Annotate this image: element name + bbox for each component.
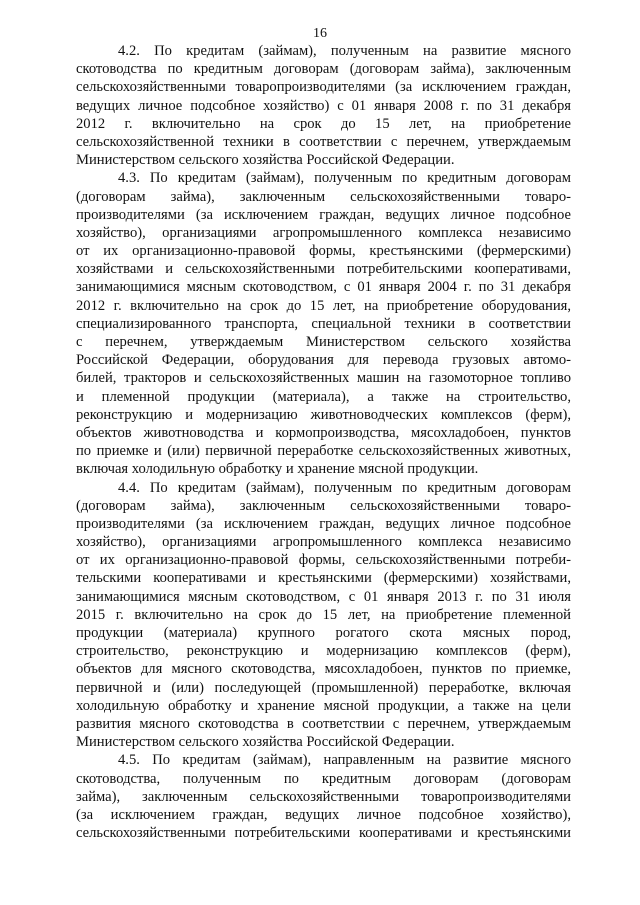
text-line: объектов животноводства и кормопроизводства, мясохладобоен, пунктов <box>76 424 571 441</box>
text-line: Министерством сельского хозяйства Российской Федерации. <box>76 734 455 751</box>
text-line: 4.3. По кредитам (займам), полученным по кредитным договорам <box>118 170 571 187</box>
text-line: производителями (за исключением граждан, ведущих личное подсобное <box>76 515 571 532</box>
text-line: 2012 г. включительно на срок до 15 лет, на приобретение <box>76 115 571 132</box>
text-line: сельскохозяйственной техники в соответствии с перечнем, утверждаемым <box>76 133 571 150</box>
text-line: реконструкцию и модернизацию животноводческих комплексов (ферм), <box>76 406 571 423</box>
text-line: от их организационно-правовой формы, сельскохозяйственными потреби- <box>76 552 571 569</box>
paragraph-4-3 <box>76 169 571 478</box>
text-line: 2012 г. включительно на срок до 15 лет, на приобретение оборудования, <box>76 297 571 314</box>
text-line: тельскими кооперативами и крестьянскими (фермерскими) хозяйствами, <box>76 570 571 587</box>
paragraph-4-4 <box>76 479 571 752</box>
paragraph-4-5 <box>76 751 571 842</box>
text-line: (за исключением граждан, ведущих личное подсобное хозяйство), <box>76 806 571 823</box>
text-line: 4.4. По кредитам (займам), полученным по кредитным договорам <box>118 479 571 496</box>
text-line: сельскохозяйственными товаропроизводителями (за исключением граждан, <box>76 79 571 96</box>
text-line: хозяйство), организациями агропромышленного комплекса независимо <box>76 534 571 551</box>
text-line: (договорам займа), заключенным сельскохозяйственными товаро- <box>76 188 571 205</box>
text-line: скотоводства, полученным по кредитным договорам (договорам <box>76 770 571 787</box>
text-line: с перечнем, утверждаемым Министерством сельского хозяйства <box>76 334 571 350</box>
text-line: строительство, реконструкцию и модернизацию комплексов (ферм), <box>76 643 571 660</box>
text-line: скотоводства по кредитным договорам (договорам займа), заключенным <box>76 61 571 78</box>
text-line: 4.2. По кредитам (займам), полученным на развитие мясного <box>118 43 571 59</box>
text-line: занимающимися мясным скотоводством, с 01 января 2013 г. по 31 июля <box>76 588 571 605</box>
text-line: продукции (материала) крупного рогатого скота мясных пород, <box>76 625 571 641</box>
text-line: занимающимися мясным скотоводством, с 01 января 2004 г. по 31 декабря <box>76 279 571 296</box>
text-line: Российской Федерации, оборудования для перевода грузовых автомо- <box>76 352 571 369</box>
text-line: включая холодильную обработку и хранение мясной продукции. <box>76 461 479 478</box>
text-line: первичной и (или) последующей (промышленной) переработке, включая <box>76 679 571 696</box>
text-line: холодильную обработку и хранение мясной продукции, а также на цели <box>76 697 571 714</box>
text-line: Министерством сельского хозяйства Российской Федерации. <box>76 152 455 169</box>
text-line: хозяйствами и сельскохозяйственными потребительскими кооперативами, <box>76 261 571 278</box>
text-line: хозяйство), организациями агропромышленного комплекса независимо <box>76 224 571 241</box>
text-line: билей, тракторов и сельскохозяйственных машин на газомоторное топливо <box>76 370 571 387</box>
text-line: по приемке и (или) первичной переработке сельскохозяйственных животных, <box>76 443 571 460</box>
text-line: ведущих личное подсобное хозяйство) с 01 января 2008 г. по 31 декабря <box>76 97 571 114</box>
text-line: 2015 г. включительно на срок до 15 лет, на приобретение племенной <box>76 606 571 623</box>
text-line: (договорам займа), заключенным сельскохозяйственными товаро- <box>76 497 571 514</box>
page-number: 16 <box>313 26 327 41</box>
document-body <box>76 42 571 842</box>
text-line: развития мясного скотоводства в соответствии с перечнем, утверждаемым <box>76 715 571 732</box>
text-line: объектов для мясного скотоводства, мясохладобоен, пунктов по приемке, <box>76 661 571 678</box>
text-line: от их организационно-правовой формы, крестьянскими (фермерскими) <box>76 243 571 260</box>
text-line: и племенной продукции (материала), а также на строительство, <box>76 388 571 405</box>
paragraph-4-2 <box>76 42 571 169</box>
text-line: сельскохозяйственными потребительскими кооперативами и крестьянскими <box>76 825 571 842</box>
text-line: 4.5. По кредитам (займам), направленным на развитие мясного <box>118 752 571 769</box>
text-line: специализированного транспорта, специальной техники в соответствии <box>76 315 571 332</box>
text-line: производителями (за исключением граждан, ведущих личное подсобное <box>76 206 571 223</box>
text-line: займа), заключенным сельскохозяйственными товаропроизводителями <box>76 788 571 805</box>
